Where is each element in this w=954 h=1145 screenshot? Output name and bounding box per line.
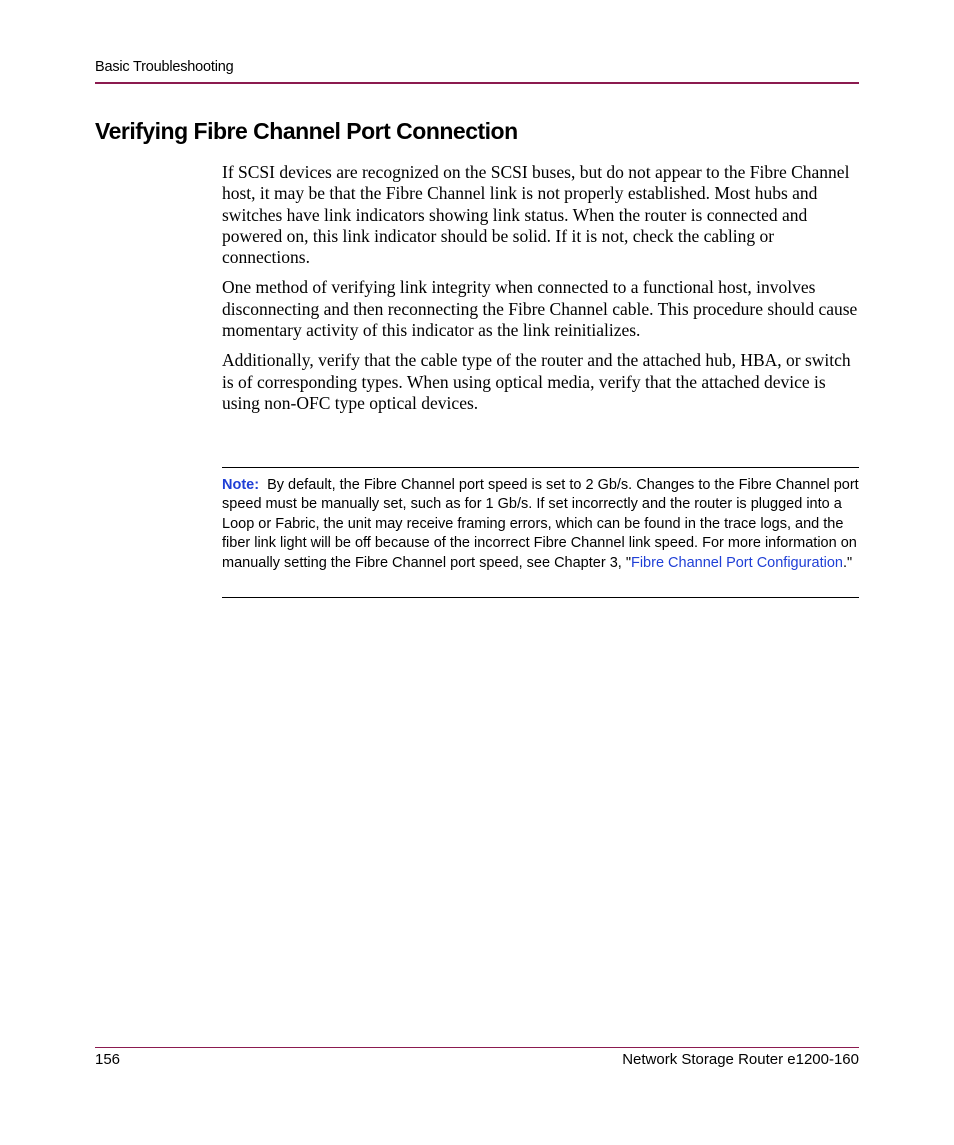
note-body-end: .": [842, 554, 853, 571]
note-body: By default, the Fibre Channel port speed is set to 2 Gb/s. Changes to the Fibre Channel port speed must be manually set, such as for 1 Gb/s. If set incorrectly and the router is plugged into a Loop or Fabric, the unit may receive framing errors, which can be found in the trace logs, and the fiber link light will be off because of the incorrect Fibre Channel link speed. For more information on manually setting the Fibre Channel port speed, see Chapter 3, ": [222, 477, 859, 571]
body-text: [222, 162, 859, 423]
paragraph: If SCSI devices are recognized on the SCSI buses, but do not appear to the Fibre Channel host, it may be that the Fibre Channel link is not properly established. Most hubs and switches have link indicators showing link status. When the router is connected and powered on, this link indicator should be solid. If it is not, check the cabling or connections.: [222, 162, 850, 268]
paragraph: One method of verifying link integrity when connected to a functional host, involves disconnecting and then reconnecting the Fibre Channel cable. This procedure should cause momentary activity of this indicator as the link reinitializes.: [222, 277, 858, 341]
running-header: Basic Troubleshooting: [95, 59, 234, 75]
cross-reference-link[interactable]: Fibre Channel Port Configuration: [630, 554, 843, 571]
footer-document-title: Network Storage Router e1200-160: [622, 1051, 859, 1068]
note-box: [222, 467, 859, 598]
footer-rule: [95, 1047, 859, 1048]
paragraph: Additionally, verify that the cable type of the router and the attached hub, HBA, or switch is of corresponding types. When using optical media, verify that the attached device is using non-OFC type optical devices.: [222, 350, 851, 413]
header-rule: [95, 82, 859, 84]
page-number: 156: [95, 1051, 121, 1068]
note-text: [222, 476, 859, 573]
section-heading: Verifying Fibre Channel Port Connection: [95, 118, 518, 144]
note-label: Note:: [222, 477, 260, 493]
